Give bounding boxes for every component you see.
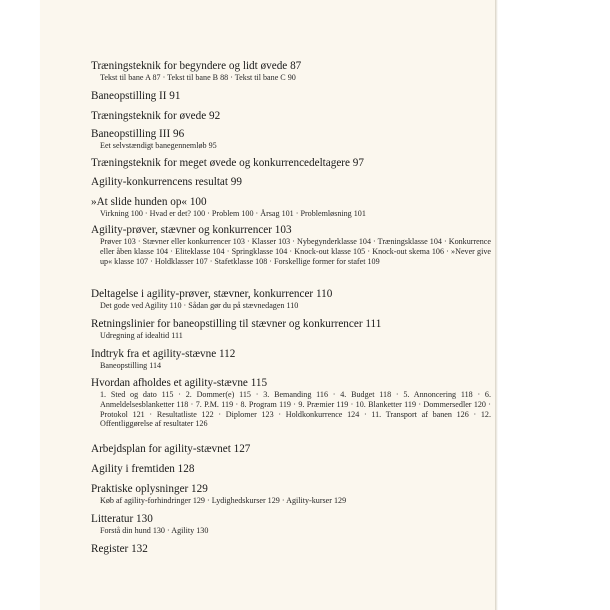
toc-entry xyxy=(91,288,491,311)
toc-entry xyxy=(91,157,491,170)
toc-entry xyxy=(91,110,491,123)
toc-entry xyxy=(91,318,491,341)
toc-subentries: Prøver 103 · Stævner eller konkurrencer 103 · Klasser 103 · Nybegynderklasse 104 · Træningsklasse 104 · Konkurrence eller åben klasse 104 · Eliteklasse 104 · Springklasse 104 · Knock-out klasse 105 · Knock-out skema 106 · »Never give up« klasse 107 · Holdklasser 107 · Stafetklasse 108 · Forskellige former for stafet 109 xyxy=(100,237,491,266)
toc-entry xyxy=(91,348,491,371)
toc-subentries: Baneopstilling 114 xyxy=(100,361,162,370)
toc-entry xyxy=(91,513,491,536)
toc-heading: Agility-konkurrencens resultat 99 xyxy=(91,176,242,188)
toc-entry xyxy=(91,463,491,476)
toc-heading: Hvordan afholdes et agility-stævne 115 xyxy=(91,377,268,389)
toc-entry xyxy=(91,377,491,429)
toc-heading: Arbejdsplan for agility-stævnet 127 xyxy=(91,443,251,455)
toc-subentries: Udregning af idealtid 111 xyxy=(100,331,183,340)
toc-heading: Indtryk fra et agility-stævne 112 xyxy=(91,348,236,360)
toc-subentries: Eet selvstændigt banegennemløb 95 xyxy=(100,141,217,150)
toc-entry xyxy=(91,196,491,219)
toc-heading: Litteratur 130 xyxy=(91,513,153,525)
toc-heading: Baneopstilling III 96 xyxy=(91,128,185,140)
toc-entry xyxy=(91,224,491,266)
toc-entry xyxy=(91,128,491,151)
toc-heading: Træningsteknik for begyndere og lidt øvede 87 xyxy=(91,60,302,72)
toc-heading: Træningsteknik for øvede 92 xyxy=(91,110,221,122)
toc-heading: Deltagelse i agility-prøver, stævner, konkurrencer 110 xyxy=(91,288,333,300)
toc-entry xyxy=(91,176,491,189)
toc-subentries: Tekst til bane A 87 · Tekst til bane B 88 · Tekst til bane C 90 xyxy=(100,73,296,82)
toc-entry xyxy=(91,60,491,83)
toc-heading: Agility i fremtiden 128 xyxy=(91,463,195,475)
toc-entry xyxy=(91,483,491,506)
toc-subentries: Forstå din hund 130 · Agility 130 xyxy=(100,526,209,535)
toc-heading: Praktiske oplysninger 129 xyxy=(91,483,208,495)
toc-subentries: 1. Sted og dato 115 · 2. Dommer(e) 115 · 3. Bemanding 116 · 4. Budget 118 · 5. Annoncering 118 · 6. Anmeldelsesblanketter 118 · 7. P.M. 119 · 8. Program 119 · 9. Præmier 119 · 10. Blanketter 119 · Dommersedler 120 · Protokol 121 · Resultatliste 122 · Diplomer 123 · Holdkonkurrence 124 · 11. Transport af banen 126 · 12. Offentliggørelse af resultater 126 xyxy=(100,390,491,429)
toc-heading: Baneopstilling II 91 xyxy=(91,90,181,102)
toc-heading: Agility-prøver, stævner og konkurrencer 103 xyxy=(91,224,292,236)
toc-heading: Træningsteknik for meget øvede og konkurrencedeltagere 97 xyxy=(91,157,364,169)
toc-entry xyxy=(91,543,491,556)
toc-entry xyxy=(91,90,491,103)
page-edge xyxy=(495,0,498,610)
toc-subentries: Virkning 100 · Hvad er det? 100 · Problem 100 · Årsag 101 · Problemløsning 101 xyxy=(100,209,366,218)
toc-heading: Retningslinier for baneopstilling til stævner og konkurrencer 111 xyxy=(91,318,382,330)
toc-subentries: Køb af agility-forhindringer 129 · Lydighedskurser 129 · Agility-kurser 129 xyxy=(100,496,347,505)
toc-entry xyxy=(91,443,491,456)
toc-heading: »At slide hunden op« 100 xyxy=(91,196,207,208)
toc-heading: Register 132 xyxy=(91,543,148,555)
toc-subentries: Det gode ved Agility 110 · Sådan gør du på stævnedagen 110 xyxy=(100,301,299,310)
